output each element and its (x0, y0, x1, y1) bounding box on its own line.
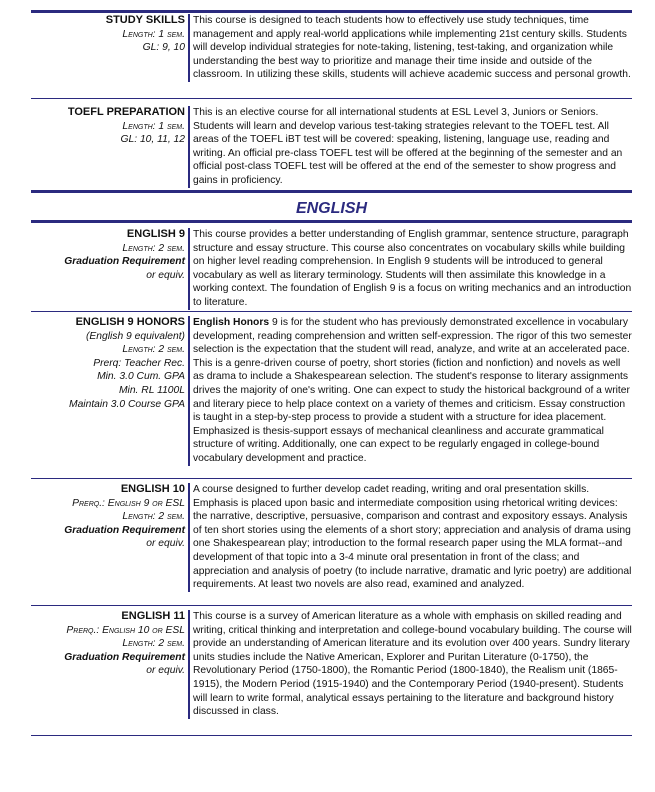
course-length: Length: 2 sem. (122, 344, 185, 356)
course-meta (31, 106, 188, 188)
course-title: ENGLISH 9 HONORS (75, 316, 185, 328)
course-requirement: Graduation Requirement (64, 524, 185, 536)
course-title: STUDY SKILLS (105, 14, 185, 26)
course-requirement-note: or equiv. (146, 538, 185, 550)
course-length: Length: 1 sem. (122, 120, 185, 132)
course-requirement-note: or equiv. (146, 665, 185, 677)
row-divider (31, 478, 632, 479)
course-requirement: Graduation Requirement (64, 256, 185, 268)
course-grade-level: GL: 10, 11, 12 (120, 134, 185, 146)
course-english-11 (31, 610, 632, 719)
course-description: This course is a survey of American literature as a whole with emphasis on skilled reading and writing, critical thinking and interpretation and college-bound vocabulary building. The course will provide an understanding of American literature and its evolution over 400 years. Sundry literary units studies include the Native American, Explorer and Puritan Literature (0-1750), the Revolutionary Period (1750-1800), the Romantic Period (1800-1840), the Realism unit (1865-1915), the Modern Period (1915-1940) and the Contemporary Period (1940-present). Students will learn to write formal, analytical essays pertaining to the literature and background history discussed in class. (193, 611, 632, 718)
course-english-10 (31, 483, 632, 592)
course-prereq: Prerq: Teacher Rec. (93, 357, 185, 369)
top-rule (31, 10, 632, 13)
course-requirement: Graduation Requirement (64, 651, 185, 663)
course-title: ENGLISH 9 (126, 228, 185, 240)
course-toefl-preparation (31, 106, 632, 188)
course-prereq: Prerq.: English 10 or ESL (66, 624, 185, 636)
bottom-rule (31, 735, 632, 736)
course-meta (31, 610, 188, 719)
course-prereq: Prerq.: English 9 or ESL (72, 497, 185, 509)
course-meta (31, 316, 188, 466)
section-rule (31, 190, 632, 193)
course-requirement-note: or equiv. (146, 269, 185, 281)
course-description-text: 9 is for the student who has previously demonstrated excellence in vocabulary development, reading comprehension and written self-expression. The rigor of this two semester selection is the expectation that the student will read, analyze, and write at an accelerated pace. This is a genre-driven course of poetry, short stories (fiction and nonfiction) and novels as well as drama to include a Shakespearean selection. The student's response to literary assignments drives the majority of one's writing. One can expect to study the historical background of a writer and literary piece to help place context on a variety of themes and criticism. Essay construction is taught in a step-by-step process to provide a student with a structure for idea placement. Emphasized is thesis-support essays of mechanical cleanliness and accurate grammatical structure of writing. Additionally, one can expect to be regularly engaged in college-bound vocabulary development and practice. (193, 317, 632, 464)
section-heading: ENGLISH (295, 200, 368, 217)
course-meta (31, 483, 188, 592)
section-rule (31, 220, 632, 223)
course-grade-level: GL: 9, 10 (142, 42, 185, 54)
row-divider (31, 311, 632, 312)
course-maintain-gpa: Maintain 3.0 Course GPA (69, 398, 185, 410)
row-divider (31, 605, 632, 606)
row-divider (31, 98, 632, 99)
course-description (190, 316, 632, 466)
course-min-rl: Min. RL 1100L (118, 384, 185, 396)
course-study-skills (31, 14, 632, 82)
course-min-gpa: Min. 3.0 Cum. GPA (97, 371, 185, 383)
course-length: Length: 2 sem. (122, 242, 185, 254)
course-length: Length: 2 sem. (122, 511, 185, 523)
course-meta (31, 14, 188, 82)
course-title: ENGLISH 11 (121, 610, 185, 622)
course-length: Length: 2 sem. (122, 638, 185, 650)
course-length: Length: 1 sem. (122, 28, 185, 40)
course-title: TOEFL PREPARATION (67, 106, 185, 118)
course-meta (31, 228, 188, 310)
course-description: This is an elective course for all international students at ESL Level 3, Juniors or Seniors. Students will learn and develop various test-taking strategies relevant to the TOEFL test. All areas of the TOEFL iBT test will be covered: speaking, listening, language use, reading and writing. An official pre-class TOEFL test will be offered at the beginning of the semester and an official post-class TOEFL test will be offered at the end of the semester to show progress and gains in proficiency. (193, 107, 623, 186)
course-english-9-honors (31, 316, 632, 466)
course-lead: English Honors (193, 317, 270, 328)
course-description: This course is designed to teach students how to effectively use study techniques, time management and apply real-world applications while implementing 21st century skills. Students will develop individual strategies for note-taking, listening, test-taking, and organization while understanding the best way to prioritize and manage their time inside and outside of the classroom. In utilizing these skills, students will achieve academic success and personal growth. (193, 15, 631, 81)
course-description: This course provides a better understanding of English grammar, sentence structure, paragraph structure and essay structure. This course also concentrates on vocabulary skills while building on higher level reading comprehension. In English 9 students will be introduced to general vocabulary as well as literary terminology. Students will then assimilate this knowledge in a working context. The foundation of English 9 is a focus on writing mechanics and an introduction to literature. (193, 229, 632, 308)
course-english-9 (31, 228, 632, 310)
course-description: A course designed to further develop cadet reading, writing and oral presentation skills. Emphasis is placed upon basic and intermediate composition using rhetorical writing devices: the narrative, descriptive, persuasive, comparison and contrast and expository essays. Analysis of ten short stories using the elements of a short story; appreciation and analysis of drama using one Shakespearean play; introduction to the formal research paper using the MLA format--and development of that topic into a 3-4 minute oral presentation in front of the class; and appreciation and analysis of poetry (to include narrative, dramatic and lyric poetry) are additional requirements. At least two novels are also read, examined and analyzed. (193, 484, 632, 591)
course-equivalent: (English 9 equivalent) (85, 330, 185, 342)
course-title: ENGLISH 10 (120, 483, 185, 495)
